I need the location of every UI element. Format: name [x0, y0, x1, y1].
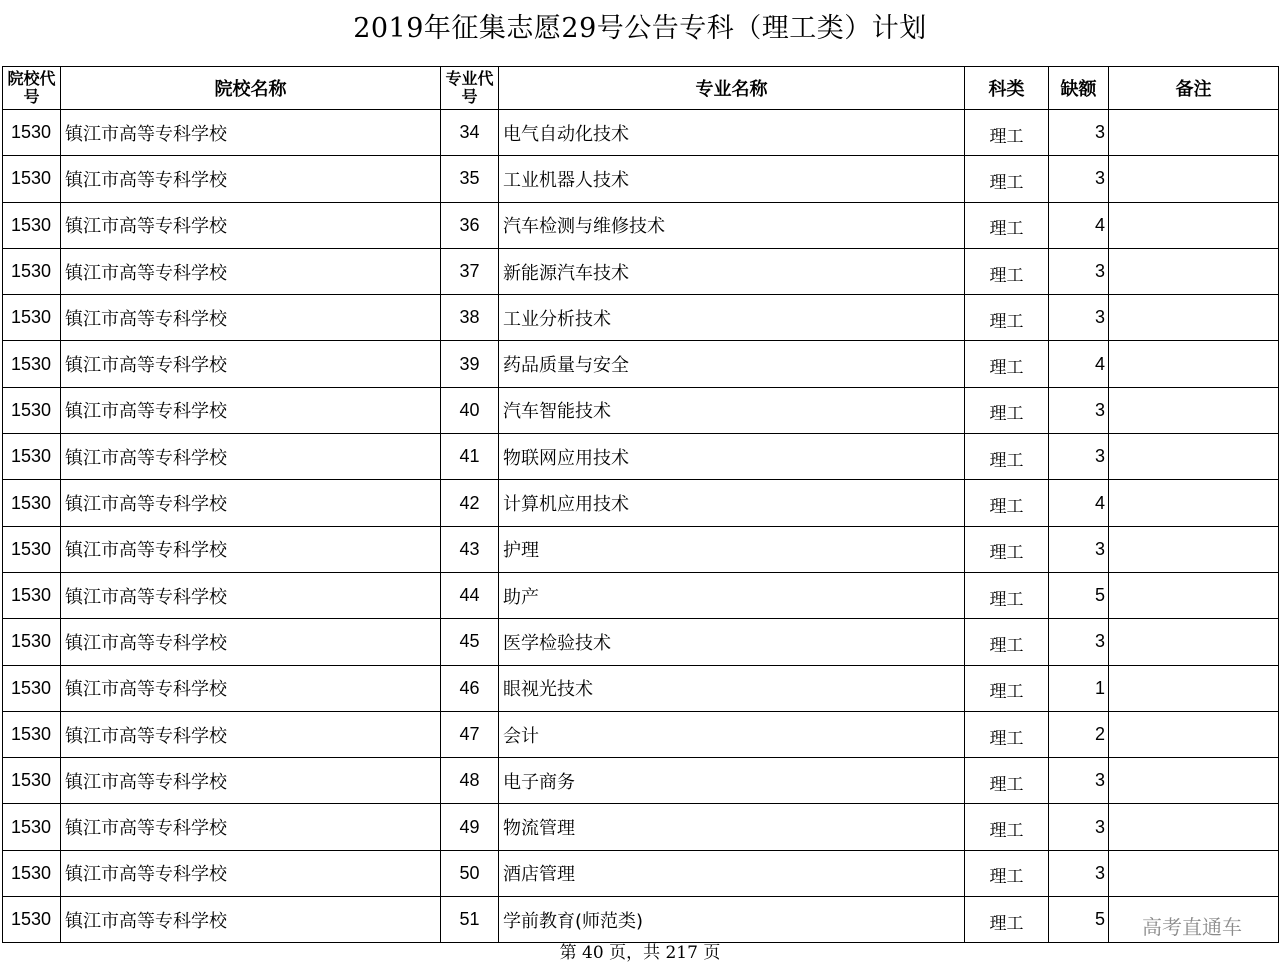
cell-school-name: 镇江市高等专科学校: [61, 480, 441, 526]
header-major-code: 专业代号: [441, 67, 499, 110]
cell-school-code: 1530: [3, 248, 61, 294]
cell-quota: 3: [1049, 434, 1109, 480]
cell-quota: 3: [1049, 526, 1109, 572]
cell-major-code: 41: [441, 434, 499, 480]
cell-category: 理工: [965, 665, 1049, 711]
cell-major-code: 40: [441, 387, 499, 433]
cell-school-code: 1530: [3, 341, 61, 387]
cell-major-name: 新能源汽车技术: [499, 248, 965, 294]
table-row: [3, 711, 1279, 757]
cell-category: 理工: [965, 295, 1049, 341]
cell-major-name: 物流管理: [499, 804, 965, 850]
cell-major-code: 49: [441, 804, 499, 850]
table-row: [3, 295, 1279, 341]
cell-category: 理工: [965, 110, 1049, 156]
cell-school-name: 镇江市高等专科学校: [61, 804, 441, 850]
cell-quota: 4: [1049, 341, 1109, 387]
cell-remarks: [1109, 804, 1279, 850]
cell-quota: 1: [1049, 665, 1109, 711]
cell-remarks: [1109, 434, 1279, 480]
page-footer: 第 40 页，共 217 页: [559, 943, 721, 963]
cell-remarks: [1109, 202, 1279, 248]
cell-major-code: 35: [441, 156, 499, 202]
cell-school-name: 镇江市高等专科学校: [61, 711, 441, 757]
cell-major-name: 助产: [499, 572, 965, 618]
cell-school-code: 1530: [3, 572, 61, 618]
cell-category: 理工: [965, 897, 1049, 943]
header-school-code: 院校代号: [3, 67, 61, 110]
table-row: [3, 202, 1279, 248]
cell-category: 理工: [965, 156, 1049, 202]
table-row: [3, 387, 1279, 433]
cell-major-name: 电子商务: [499, 758, 965, 804]
cell-school-code: 1530: [3, 850, 61, 896]
table-row: [3, 572, 1279, 618]
cell-school-code: 1530: [3, 480, 61, 526]
cell-major-code: 43: [441, 526, 499, 572]
cell-major-code: 39: [441, 341, 499, 387]
cell-school-code: 1530: [3, 526, 61, 572]
cell-quota: 5: [1049, 572, 1109, 618]
cell-school-code: 1530: [3, 202, 61, 248]
cell-quota: 2: [1049, 711, 1109, 757]
cell-school-name: 镇江市高等专科学校: [61, 202, 441, 248]
cell-school-name: 镇江市高等专科学校: [61, 758, 441, 804]
page-title: 2019年征集志愿29号公告专科（理工类）计划: [353, 13, 927, 44]
table-row: [3, 341, 1279, 387]
cell-category: 理工: [965, 711, 1049, 757]
cell-remarks: [1109, 387, 1279, 433]
cell-school-name: 镇江市高等专科学校: [61, 248, 441, 294]
cell-quota: 3: [1049, 110, 1109, 156]
cell-remarks: [1109, 110, 1279, 156]
table-row: [3, 758, 1279, 804]
cell-major-code: 36: [441, 202, 499, 248]
table-row: [3, 850, 1279, 896]
cell-major-code: 51: [441, 897, 499, 943]
table-row: [3, 110, 1279, 156]
cell-remarks: [1109, 572, 1279, 618]
cell-remarks: [1109, 758, 1279, 804]
cell-remarks: [1109, 248, 1279, 294]
table-row: [3, 526, 1279, 572]
cell-major-code: 48: [441, 758, 499, 804]
cell-quota: 3: [1049, 850, 1109, 896]
cell-quota: 4: [1049, 202, 1109, 248]
cell-school-code: 1530: [3, 110, 61, 156]
cell-quota: 3: [1049, 295, 1109, 341]
cell-major-code: 34: [441, 110, 499, 156]
cell-major-name: 酒店管理: [499, 850, 965, 896]
cell-school-code: 1530: [3, 711, 61, 757]
table-row: [3, 480, 1279, 526]
cell-school-name: 镇江市高等专科学校: [61, 110, 441, 156]
cell-quota: 3: [1049, 156, 1109, 202]
table-row: [3, 248, 1279, 294]
cell-school-name: 镇江市高等专科学校: [61, 387, 441, 433]
cell-major-code: 47: [441, 711, 499, 757]
cell-major-code: 45: [441, 619, 499, 665]
cell-school-code: 1530: [3, 387, 61, 433]
cell-quota: 3: [1049, 758, 1109, 804]
table-row: [3, 897, 1279, 943]
cell-category: 理工: [965, 248, 1049, 294]
header-category: 科类: [965, 67, 1049, 110]
watermark: 高考直通车: [1142, 915, 1242, 939]
cell-major-name: 物联网应用技术: [499, 434, 965, 480]
cell-major-name: 工业机器人技术: [499, 156, 965, 202]
cell-remarks: [1109, 619, 1279, 665]
cell-category: 理工: [965, 572, 1049, 618]
cell-major-name: 眼视光技术: [499, 665, 965, 711]
header-school-name: 院校名称: [61, 67, 441, 110]
cell-major-name: 电气自动化技术: [499, 110, 965, 156]
cell-major-code: 38: [441, 295, 499, 341]
cell-category: 理工: [965, 202, 1049, 248]
table-row: [3, 665, 1279, 711]
table-body: [3, 110, 1279, 943]
cell-remarks: [1109, 341, 1279, 387]
cell-school-name: 镇江市高等专科学校: [61, 850, 441, 896]
cell-remarks: [1109, 480, 1279, 526]
cell-remarks: [1109, 526, 1279, 572]
cell-quota: 3: [1049, 619, 1109, 665]
cell-category: 理工: [965, 480, 1049, 526]
cell-category: 理工: [965, 387, 1049, 433]
cell-remarks: [1109, 711, 1279, 757]
cell-school-code: 1530: [3, 434, 61, 480]
cell-school-name: 镇江市高等专科学校: [61, 897, 441, 943]
cell-category: 理工: [965, 526, 1049, 572]
cell-school-name: 镇江市高等专科学校: [61, 572, 441, 618]
cell-major-name: 学前教育(师范类): [499, 897, 965, 943]
cell-category: 理工: [965, 434, 1049, 480]
cell-quota: 5: [1049, 897, 1109, 943]
cell-school-name: 镇江市高等专科学校: [61, 156, 441, 202]
table-header: [3, 67, 1279, 110]
cell-school-code: 1530: [3, 156, 61, 202]
cell-major-code: 46: [441, 665, 499, 711]
cell-major-name: 计算机应用技术: [499, 480, 965, 526]
cell-major-code: 44: [441, 572, 499, 618]
cell-quota: 3: [1049, 804, 1109, 850]
cell-major-name: 工业分析技术: [499, 295, 965, 341]
cell-major-name: 护理: [499, 526, 965, 572]
cell-major-name: 汽车智能技术: [499, 387, 965, 433]
cell-major-code: 37: [441, 248, 499, 294]
cell-major-name: 会计: [499, 711, 965, 757]
cell-school-name: 镇江市高等专科学校: [61, 526, 441, 572]
cell-school-code: 1530: [3, 897, 61, 943]
cell-major-code: 42: [441, 480, 499, 526]
cell-major-name: 汽车检测与维修技术: [499, 202, 965, 248]
cell-category: 理工: [965, 619, 1049, 665]
header-major-name: 专业名称: [499, 67, 965, 110]
header-remarks: 备注: [1109, 67, 1279, 110]
cell-quota: 4: [1049, 480, 1109, 526]
table-row: [3, 156, 1279, 202]
cell-remarks: [1109, 665, 1279, 711]
cell-school-name: 镇江市高等专科学校: [61, 341, 441, 387]
cell-remarks: [1109, 156, 1279, 202]
cell-school-name: 镇江市高等专科学校: [61, 619, 441, 665]
cell-quota: 3: [1049, 387, 1109, 433]
cell-category: 理工: [965, 341, 1049, 387]
table-row: [3, 619, 1279, 665]
cell-major-name: 药品质量与安全: [499, 341, 965, 387]
cell-quota: 3: [1049, 248, 1109, 294]
cell-school-code: 1530: [3, 758, 61, 804]
cell-school-name: 镇江市高等专科学校: [61, 295, 441, 341]
table-row: [3, 434, 1279, 480]
cell-major-name: 医学检验技术: [499, 619, 965, 665]
cell-school-code: 1530: [3, 295, 61, 341]
cell-category: 理工: [965, 804, 1049, 850]
cell-remarks: [1109, 850, 1279, 896]
cell-school-code: 1530: [3, 804, 61, 850]
cell-remarks: [1109, 295, 1279, 341]
cell-category: 理工: [965, 758, 1049, 804]
cell-category: 理工: [965, 850, 1049, 896]
cell-major-code: 50: [441, 850, 499, 896]
cell-school-code: 1530: [3, 665, 61, 711]
cell-school-name: 镇江市高等专科学校: [61, 434, 441, 480]
table-row: [3, 804, 1279, 850]
header-quota: 缺额: [1049, 67, 1109, 110]
cell-school-code: 1530: [3, 619, 61, 665]
cell-school-name: 镇江市高等专科学校: [61, 665, 441, 711]
enrollment-plan-table: [2, 66, 1279, 943]
